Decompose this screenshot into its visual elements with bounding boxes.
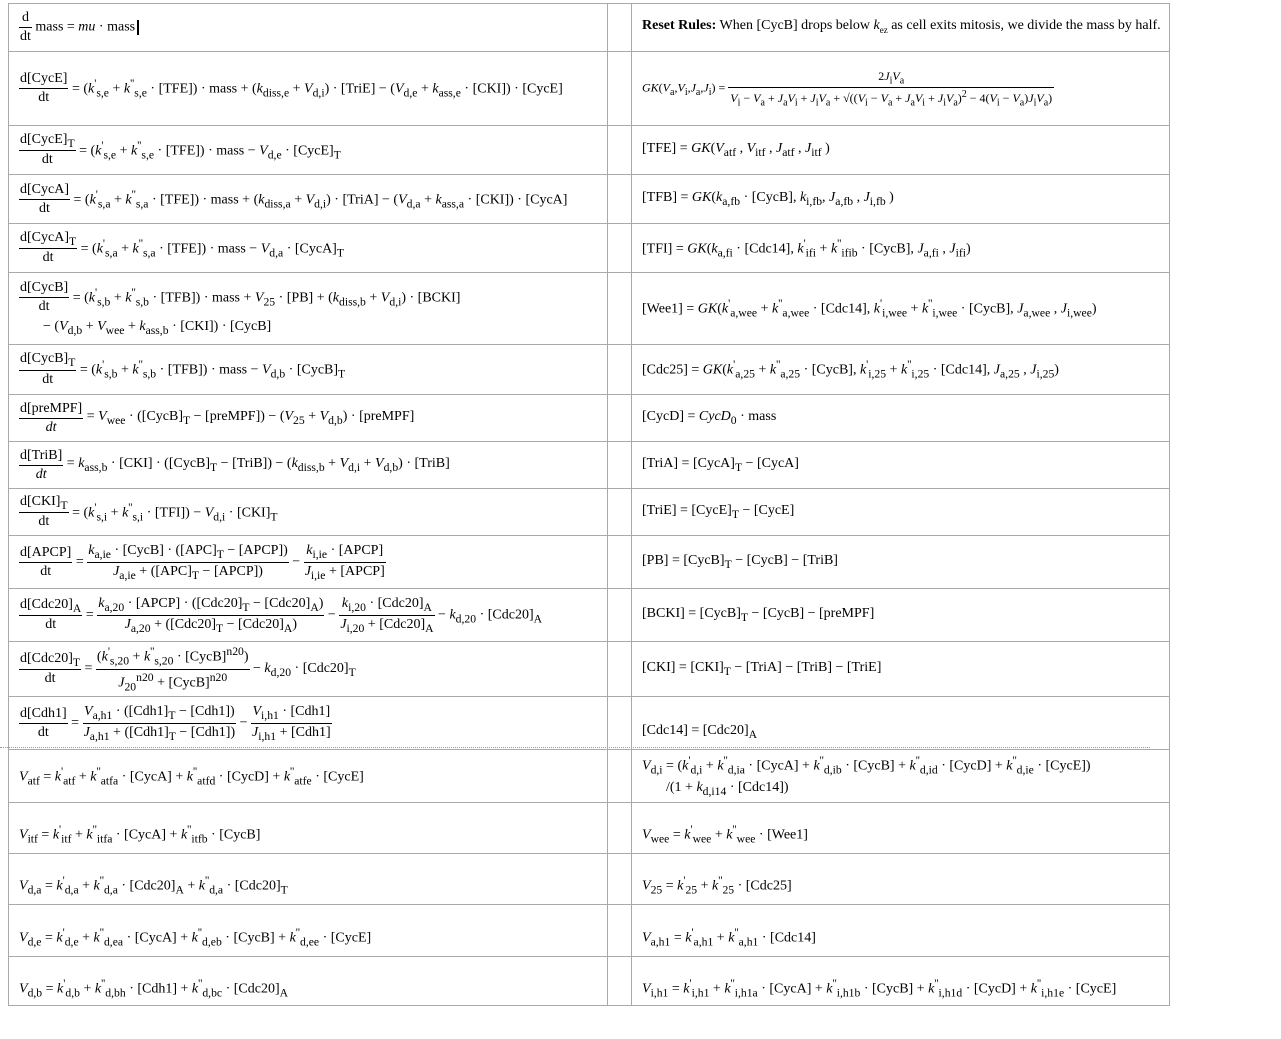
equation-v-ah1: $V_{a,h1} = k'_{a,h1} + k''_{a,h1} \cdot [Cdc14]$ xyxy=(632,905,1170,957)
table-row xyxy=(9,489,1170,536)
equation-cdc14: $[Cdc14] = [Cdc20]_A$ xyxy=(632,697,1170,750)
table-row xyxy=(9,750,1170,803)
table-row xyxy=(9,642,1170,697)
equation-cki: $[CKI] = [CKI]_T$ − [TriA] − [TriB] − [TriE] xyxy=(632,642,1170,697)
equation-cki-total: $d[CKI]_T$ dt = $(k'_{s,i} + k''_{s,i} \cdot [TFI]) - V_{d,i} \cdot [CKI]_T$ xyxy=(9,489,608,536)
equation-v-atf: $V_{atf} = k'_{atf} + k''_{atfa}$ · [CycA] + $k''_{atfd}$ · [CycD] + $k''_{atfe}$ · [CycE] xyxy=(9,750,608,803)
equation-v-wee: $V_{wee} = k'_{wee} + k''_{wee} \cdot [Wee1]$ xyxy=(632,803,1170,854)
equation-cyce: d[CycE] dt = $(k'_{s,e} + k''_{s,e} \cdot [TFE])$ · mass + $(k_{diss,e} + V_{d,i})$ · [TriE] − $(V_{d,e} + k_{ass,e} \cdot [CKI])$ · [CycE] xyxy=(9,52,608,126)
equation-pb: $[PB] = [CycB]_T$ − [CycB] − [TriB] xyxy=(632,536,1170,589)
equation-v-da: $V_{d,a} = k'_{d,a} + k''_{d,a} \cdot [Cdc20]_A + k''_{d,a} \cdot [Cdc20]_T$ xyxy=(9,854,608,905)
table-row xyxy=(9,345,1170,395)
table-row xyxy=(9,52,1170,126)
table-row xyxy=(9,697,1170,750)
equation-cdc25: $[Cdc25] = GK(k'_{a,25} + k''_{a,25}$ · [CycB], $k'_{i,25} + k''_{i,25} \cdot [Cdc14]$, $J_{a,25}$ , $J_{i,25}$) xyxy=(632,345,1170,395)
table-row xyxy=(9,442,1170,489)
equation-cycb: d[CycB] dt = $(k'_{s,b} + k''_{s,b} \cdot [TFB])$ · mass + $V_{25} \cdot [PB] + (k_{diss,b} + V_{d,i})$ · [BCKI] − $(V_{d,b} + V_{wee} + k_{ass,b} \cdot [CKI])$ · [CycB] xyxy=(9,273,608,345)
gk-function-definition: $GK(V_a,V_i,J_a,J_i)$ = $2J_iV_a$ $V_i - V_a + J_aV_i + J_iV_a + √((V_i - V_a + J_aV_i + J_iV_a)^2 - 4(V_i - V_a)J_iV_a)$ xyxy=(632,52,1170,126)
equation-cycd: [CycD] = CycD$_0$ · mass xyxy=(632,395,1170,442)
reset-rules: Reset Rules: When [CycB] drops below $k_{ez}$ as cell exits mitosis, we divide the mass by half. xyxy=(632,4,1170,52)
table-row xyxy=(9,854,1170,905)
equation-cdc20-total: $d[Cdc20]_T$ dt = ($k'_{s,20} + k''_{s,20}$ · [CycB]$^{n20}$) $J_{20}^{n20}$ + [CycB]$^{n20}$ − $k_{d,20} \cdot [Cdc20]_T$ xyxy=(9,642,608,697)
equations-table xyxy=(8,3,1170,1006)
equation-cdh1: d[Cdh1] dt = $V_{a,h1} \cdot ([Cdh1]_T - [Cdh1])$ $J_{a,h1} + ([Cdh1]_T - [Cdh1])$ − $V_{i,h1} \cdot [Cdh1]$ $J_{i,h1} + [Cdh1]$ xyxy=(9,697,608,750)
table-row xyxy=(9,175,1170,224)
table-row xyxy=(9,126,1170,175)
equation-v-de: $V_{d,e} = k'_{d,e} + k''_{d,ea}$ · [CycA] + $k''_{d,eb}$ · [CycB] + $k''_{d,ee}$ · [CycE] xyxy=(9,905,608,957)
equation-wee1: $[Wee1] = GK(k'_{a,wee} + k''_{a,wee} \cdot [Cdc14]$, $k'_{i,wee} + k''_{i,wee}$ · [CycB], $J_{a,wee}$ , $J_{i,wee}$) xyxy=(632,273,1170,345)
table-row xyxy=(9,957,1170,1006)
equation-tfi: $[TFI] = GK(k_{a,fi} \cdot [Cdc14]$, $k'_{ifi} + k''_{ifib}$ · [CycB], $J_{a,fi}$ , $J_{ifi}$) xyxy=(632,224,1170,273)
table-row xyxy=(9,589,1170,642)
equation-cycb-total: $d[CycB]_T$ dt = $(k'_{s,b} + k''_{s,b} \cdot [TFB])$ · mass − $V_{d,b}$ · $[CycB]_T$ xyxy=(9,345,608,395)
table-row xyxy=(9,4,1170,52)
equation-cdc20-active: $d[Cdc20]_A$ dt = $k_{a,20}$ · [APCP] · $([Cdc20]_T - [Cdc20]_A)$ $J_{a,20} + ([Cdc20]_T - [Cdc20]_A)$ − $k_{i,20} \cdot [Cdc20]_A$ $J_{i,20} + [Cdc20]_A$ − $k_{d,20} \cdot [Cdc20]_A$ xyxy=(9,589,608,642)
table-row xyxy=(9,536,1170,589)
equation-cyca: d[CycA] dt = $(k'_{s,a} + k''_{s,a} \cdot [TFE])$ · mass + $(k_{diss,a} + V_{d,i})$ · [TriA] − $(V_{d,a} + k_{ass,a} \cdot [CKI])$ · [CycA] xyxy=(9,175,608,224)
equation-tfb: $[TFB] = GK(k_{a,fb}$ · [CycB], $k_{i,fb}$, $J_{a,fb}$ , $J_{i,fb}$ ) xyxy=(632,175,1170,224)
table-row xyxy=(9,905,1170,957)
equation-mass: $\frac{d}{dt}$ mass = mu · mass xyxy=(9,4,608,52)
equation-v-db: $V_{d,b} = k'_{d,b} + k''_{d,bh} \cdot [Cdh1] + k''_{d,bc} \cdot [Cdc20]_A$ xyxy=(9,957,608,1006)
equation-bcki: [BCKI] = $[CycB]_T$ − [CycB] − [preMPF] xyxy=(632,589,1170,642)
equation-tfe: $[TFE] = GK(V_{atf}$ , $V_{itf}$ , $J_{atf}$ , $J_{itf}$ ) xyxy=(632,126,1170,175)
equation-cyce-total: $d[CycE]_T$ dt = $(k'_{s,e} + k''_{s,e} \cdot [TFE])$ · mass − $V_{d,e}$ · $[CycE]_T$ xyxy=(9,126,608,175)
reset-rules-label: Reset Rules: xyxy=(642,17,717,33)
table-row xyxy=(9,803,1170,854)
equation-trie: [TriE] = $[CycE]_T$ − [CycE] xyxy=(632,489,1170,536)
table-row xyxy=(9,395,1170,442)
equation-prempf: d[preMPF] dt = $V_{wee}$ · ($[CycB]_T$ − [preMPF]) − $(V_{25} + V_{d,b})$ · [preMPF] xyxy=(9,395,608,442)
equation-v-ih1: $V_{i,h1} = k'_{i,h1} + k''_{i,h1a}$ · [CycA] + $k''_{i,h1b}$ · [CycB] + $k''_{i,h1d}$ · [CycD] + $k''_{i,h1e}$ · [CycE] xyxy=(632,957,1170,1006)
equation-tria: [TriA] = $[CycA]_T$ − [CycA] xyxy=(632,442,1170,489)
table-row xyxy=(9,224,1170,273)
equation-v-itf: $V_{itf} = k'_{itf} + k''_{itfa}$ · [CycA] + $k''_{itfb}$ · [CycB] xyxy=(9,803,608,854)
equation-v-di: $V_{d,i} = (k'_{d,i} + k''_{d,ia}$ · [CycA] + $k''_{d,ib}$ · [CycB] + $k''_{d,id}$ · [CycD] + $k''_{d,ie}$ · [CycE]) $/(1 + k_{d,i14} \cdot [Cdc14])$ xyxy=(632,750,1170,803)
equation-cyca-total: $d[CycA]_T$ dt = $(k'_{s,a} + k''_{s,a} \cdot [TFE])$ · mass − $V_{d,a}$ · $[CycA]_T$ xyxy=(9,224,608,273)
equation-trib: d[TriB] dt = $k_{ass,b} \cdot [CKI]$ · ($[CycB]_T$ − [TriB]) − $(k_{diss,b} + V_{d,i} + V_{d,b})$ · [TriB] xyxy=(9,442,608,489)
equation-v-25: $V_{25} = k'_{25} + k''_{25} \cdot [Cdc25]$ xyxy=(632,854,1170,905)
equation-apcp: d[APCP] dt = $k_{a,ie}$ · [CycB] · ($[APC]_T$ − [APCP]) $J_{a,ie} + ([APC]_T$ − [APCP]) − $k_{i,ie}$ · [APCP] $J_{i,ie}$ + [APCP] xyxy=(9,536,608,589)
table-row xyxy=(9,273,1170,345)
